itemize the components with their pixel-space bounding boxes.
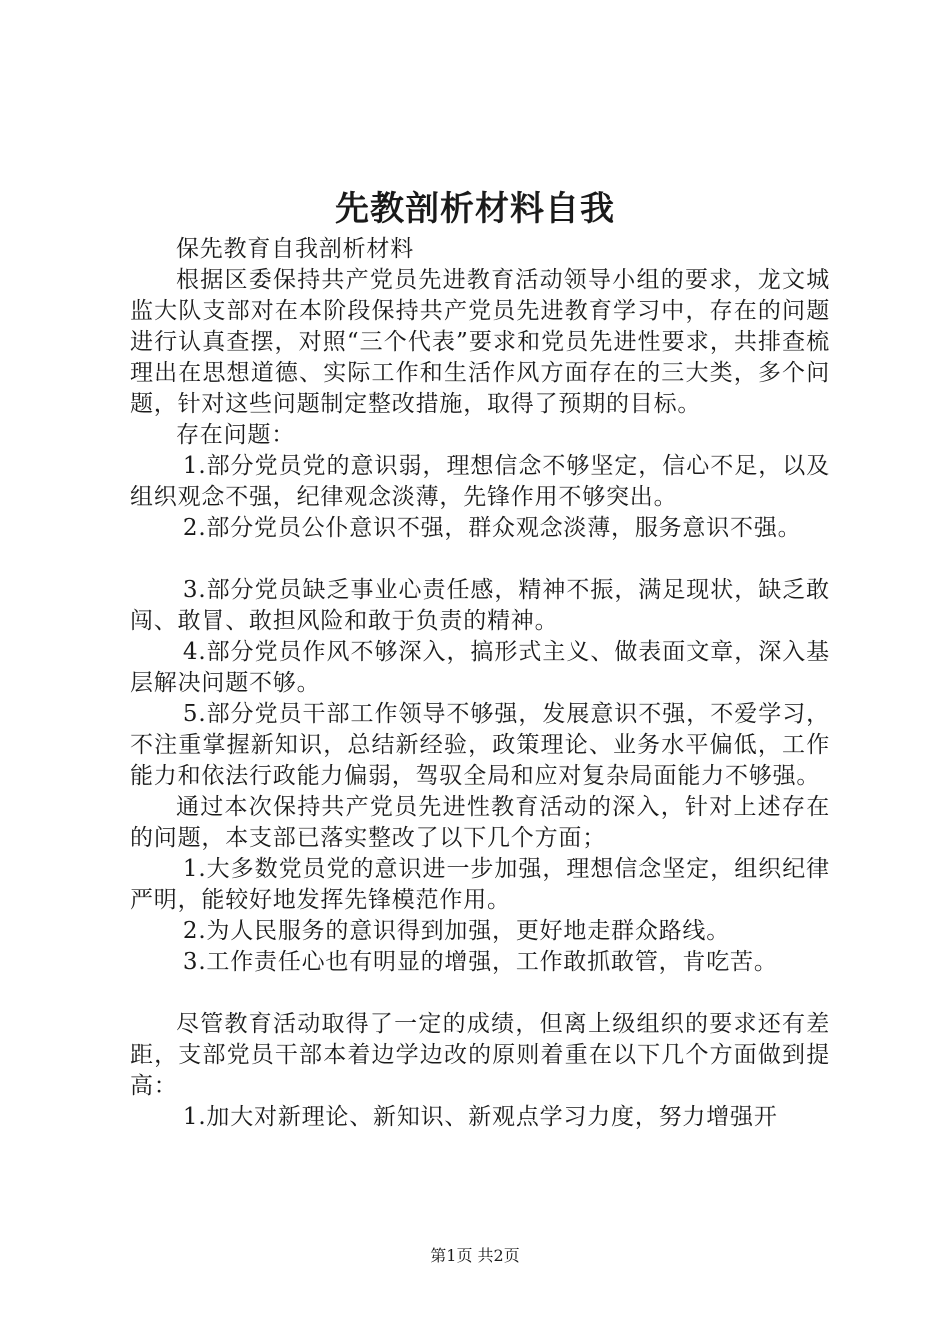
problem-item-5: 5.部分党员干部工作领导不够强，发展意识不强，不爱学习，不注重掌握新知识，总结新经验，政策理论、业务水平偏低，工作能力和依法行政能力偏弱，驾驭全局和应对复杂局面能力不够强。 — [130, 701, 830, 789]
document-body — [130, 234, 830, 1133]
rectification-item-3: 3.工作责任心也有明显的增强，工作敢抓敢管，肯吃苦。 — [182, 949, 778, 975]
rectification-item-2: 2.为人民服务的意识得到加强，更好地走群众路线。 — [182, 918, 731, 944]
improvement-item-1: 1.加大对新理论、新知识、新观点学习力度，努力增强开 — [182, 1104, 778, 1130]
paragraph-problems-heading: 存在问题： — [176, 422, 295, 448]
problem-item-4: 4.部分党员作风不够深入，搞形式主义、做表面文章，深入基层解决问题不够。 — [130, 639, 830, 696]
problem-item-1: 1.部分党员党的意识弱，理想信念不够坚定，信心不足，以及组织观念不强，纪律观念淡薄，先锋作用不够突出。 — [130, 453, 830, 510]
rectification-item-1: 1.大多数党员党的意识进一步加强，理想信念坚定，组织纪律严明，能较好地发挥先锋模范作用。 — [130, 856, 830, 913]
problem-item-3: 3.部分党员缺乏事业心责任感，精神不振，满足现状，缺乏敢闯、敢冒、敢担风险和敢于负责的精神。 — [130, 577, 830, 634]
document-title: 先教剖析材料自我 — [335, 189, 615, 229]
paragraph-intro: 根据区委保持共产党员先进教育活动领导小组的要求，龙文城监大队支部对在本阶段保持共产党员先进教育学习中，存在的问题进行认真查摆，对照“三个代表”要求和党员先进性要求，共排查梳理出在思想道德、实际工作和生活作风方面存在的三大类，多个问题，针对这些问题制定整改措施，取得了预期的目标。 — [130, 267, 830, 417]
paragraph-subtitle: 保先教育自我剖析材料 — [176, 236, 414, 262]
problem-item-2: 2.部分党员公仆意识不强，群众观念淡薄，服务意识不强。 — [182, 515, 802, 541]
paragraph-rectification-intro: 通过本次保持共产党员先进性教育活动的深入，针对上述存在的问题，本支部已落实整改了以下几个方面； — [130, 794, 830, 851]
page-number-footer: 第1页 共2页 — [430, 1246, 520, 1265]
paragraph-improvement-intro: 尽管教育活动取得了一定的成绩，但离上级组织的要求还有差距，支部党员干部本着边学边改的原则着重在以下几个方面做到提高： — [130, 1011, 830, 1099]
